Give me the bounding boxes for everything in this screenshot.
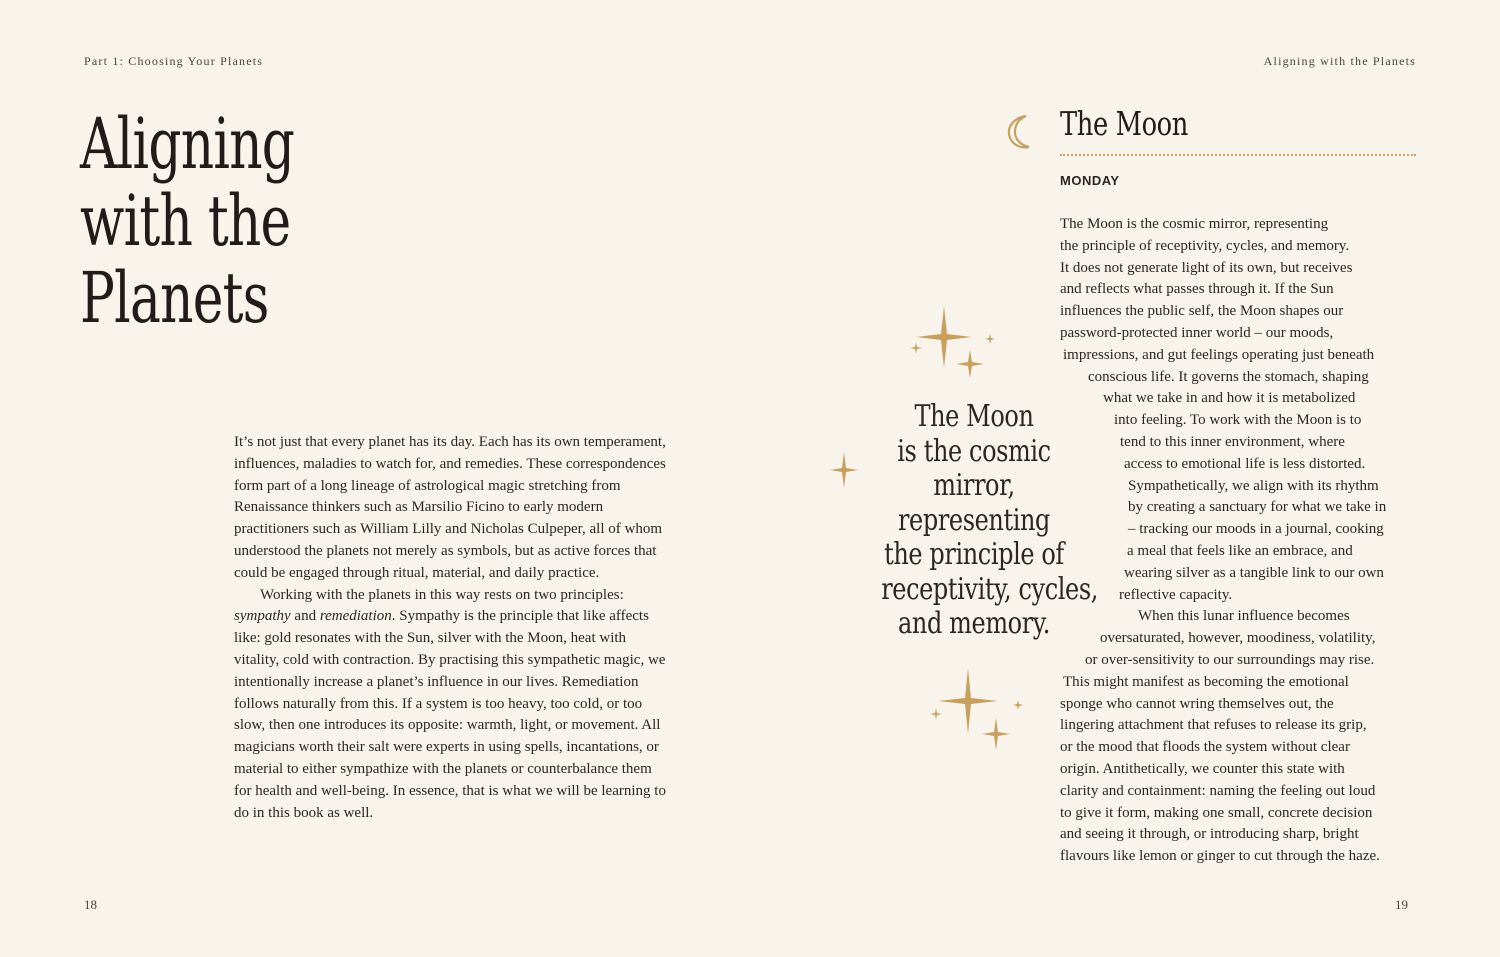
body-line: a meal that feels like an embrace, and: [1127, 542, 1353, 559]
body-line: impressions, and gut feelings operating just beneath: [1063, 346, 1375, 363]
body-line: – tracking our moods in a journal, cooking: [1128, 521, 1384, 538]
body-line: and reflects what passes through it. If the Sun: [1060, 281, 1334, 298]
pull-quote-line: receptivity, cycles,: [881, 571, 1098, 607]
body-line: sponge who cannot wring themselves out, the: [1060, 695, 1334, 712]
page-number-left: 18: [84, 897, 97, 912]
chapter-title-line: with the: [80, 180, 291, 262]
body-line: tend to this inner environment, where: [1120, 433, 1345, 450]
left-body-text: [234, 432, 666, 824]
paragraph-text: . Sympathy is the principle that like affects like: gold resonates with the Sun, silver with the Moon, heat with vitality, cold with contraction. By practising this sympathetic magic, we intentionally increase a planet’s influence in our lives. Remediation follows naturally from this. If a system is too heavy, too cold, or too slow, then one introduces its opposite: warmth, light, or movement. All magicians worth their salt were experts in using spells, incantations, or material to either sympathize with the planets or counterbalance them for health and well-being. In essence, that is what we will be learning to do in this book as well.: [234, 608, 666, 821]
body-line: or over-sensitivity to our surroundings may rise.: [1085, 651, 1375, 668]
pull-quote-line: representing: [897, 502, 1051, 538]
paragraph-text: Working with the planets in this way rests on two principles:: [260, 586, 624, 603]
chapter-title-line: Planets: [80, 257, 269, 339]
body-line: oversaturated, however, moodiness, volatility,: [1100, 630, 1376, 647]
body-line: Sympathetically, we align with its rhythm: [1128, 477, 1379, 494]
running-head-left: Part 1: Choosing Your Planets: [84, 54, 264, 68]
sparkle-single-icon: [828, 450, 860, 490]
body-line: wearing silver as a tangible link to our own: [1124, 564, 1384, 581]
body-line: access to emotional life is less distorted.: [1124, 455, 1366, 472]
right-body-text: [1060, 214, 1420, 868]
body-line: The Moon is the cosmic mirror, representing: [1060, 216, 1329, 232]
sparkle-cluster-bottom-icon: [924, 664, 1028, 754]
dotted-divider: [1060, 154, 1416, 156]
emphasis-remediation: remediation: [319, 608, 392, 625]
body-line: the principle of receptivity, cycles, and memory.: [1060, 237, 1350, 254]
pull-quote-line: mirror,: [933, 468, 1015, 503]
body-line: and seeing it through, or introducing sharp, bright: [1060, 826, 1359, 843]
body-line: conscious life. It governs the stomach, shaping: [1088, 368, 1369, 385]
body-line: by creating a sanctuary for what we take in: [1128, 499, 1387, 516]
body-line: lingering attachment that refuses to release its grip,: [1060, 717, 1367, 734]
chapter-title-line: Aligning: [80, 103, 295, 185]
sparkle-cluster-top-icon: [900, 300, 1000, 384]
body-line: reflective capacity.: [1119, 586, 1233, 603]
body-line: This might manifest as becoming the emotional: [1063, 673, 1349, 690]
running-head-right: Aligning with the Planets: [1263, 54, 1416, 68]
emphasis-sympathy: sympathy: [234, 608, 291, 625]
chapter-title: [80, 103, 295, 339]
body-line: origin. Antithetically, we counter this state with: [1060, 760, 1345, 777]
page-number-right: 19: [1395, 897, 1408, 912]
paragraph: [234, 585, 666, 825]
body-line: or the mood that floods the system without clear: [1060, 739, 1350, 756]
body-line: what we take in and how it is metabolized: [1103, 390, 1356, 407]
paragraph-text: and: [290, 608, 320, 625]
body-line: flavours like lemon or ginger to cut through the haze.: [1060, 848, 1380, 865]
pull-quote: [858, 399, 1098, 642]
body-line: into feeling. To work with the Moon is to: [1114, 412, 1362, 429]
body-line: password-protected inner world – our moods,: [1060, 324, 1334, 341]
pull-quote-line: is the cosmic: [897, 433, 1051, 469]
body-line: When this lunar influence becomes: [1138, 608, 1350, 625]
pull-quote-line: and memory.: [898, 606, 1050, 641]
body-line: influences the public self, the Moon shapes our: [1060, 303, 1344, 320]
day-label: MONDAY: [1060, 173, 1120, 188]
body-line: It does not generate light of its own, but receives: [1060, 259, 1353, 276]
paragraph: It’s not just that every planet has its day. Each has its own temperament, influences, maladies to watch for, and remedies. These correspondences form part of a long lineage of astrological magic stretching from Renaissance thinkers such as Marsilio Ficino to early modern practitioners such as William Lilly and Nicholas Culpeper, all of whom understood the planets not merely as symbols, but as active forces that could be engaged through ritual, material, and daily practice.: [234, 434, 666, 581]
body-line: clarity and containment: naming the feeling out loud: [1060, 782, 1376, 799]
section-heading: The Moon: [1060, 104, 1188, 143]
pull-quote-line: The Moon: [914, 399, 1034, 434]
body-line: to give it form, making one small, concrete decision: [1060, 804, 1373, 821]
crescent-moon-icon: [1004, 112, 1040, 152]
pull-quote-line: the principle of: [884, 537, 1064, 572]
